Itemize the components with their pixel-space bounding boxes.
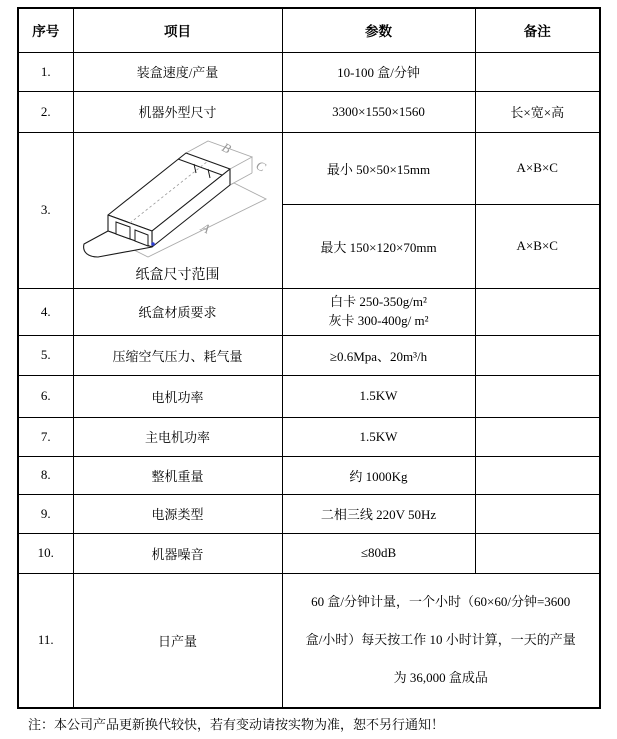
remark-cell: [475, 417, 600, 456]
param-cell: ≤80dB: [282, 533, 475, 573]
item-cell: 机器外型尺寸: [73, 91, 282, 132]
header-row: [18, 8, 600, 52]
param-line: 盒/小时）每天按工作 10 小时计算，一天的产量: [305, 632, 576, 648]
item-cell: 纸盒材质要求: [73, 288, 282, 335]
remark-cell: A×B×C: [475, 204, 600, 288]
param-cell: [282, 573, 600, 708]
param-cell: [282, 288, 475, 335]
item-cell: 机器噪音: [73, 533, 282, 573]
item-cell: 日产量: [73, 573, 282, 708]
param-cell: 10-100 盒/分钟: [282, 52, 475, 91]
table-row: [18, 335, 600, 375]
table-row: [18, 456, 600, 494]
dim-label-a: A: [198, 218, 213, 236]
remark-cell: [475, 375, 600, 417]
remark-cell: [475, 494, 600, 533]
param-cell: 1.5KW: [282, 417, 475, 456]
param-cell: 最大 150×120×70mm: [282, 204, 475, 288]
table-row: [18, 494, 600, 533]
table-row: [18, 288, 600, 335]
no-cell: 7.: [18, 417, 73, 456]
no-cell: 2.: [18, 91, 73, 132]
carton-size-cell: [73, 132, 282, 288]
param-cell: ≥0.6Mpa、20m³/h: [282, 335, 475, 375]
no-cell: 5.: [18, 335, 73, 375]
table-row: [18, 132, 600, 204]
footnote: 注：本公司产品更新换代较快，若有变动请按实物为准，恕不另行通知！: [28, 717, 445, 732]
param-line: 为 36,000 盒成品: [393, 670, 488, 686]
remark-cell: [475, 288, 600, 335]
param-line: 60 盒/分钟计量，一个小时（60×60/分钟=3600: [311, 594, 571, 610]
param-line: 灰卡 300-400g/ m²: [328, 312, 429, 328]
no-cell: 6.: [18, 375, 73, 417]
remark-cell: 长×宽×高: [475, 91, 600, 132]
carton-diagram: [80, 137, 276, 263]
remark-cell: [475, 533, 600, 573]
table-row: [18, 573, 600, 708]
no-cell: 3.: [18, 132, 73, 288]
no-cell: 9.: [18, 494, 73, 533]
remark-cell: [475, 456, 600, 494]
item-cell: 电机功率: [73, 375, 282, 417]
header-remark: 备注: [475, 8, 600, 52]
no-cell: 1.: [18, 52, 73, 91]
table-row: [18, 533, 600, 573]
param-cell: 约 1000Kg: [282, 456, 475, 494]
remark-cell: A×B×C: [475, 132, 600, 204]
spec-table: [17, 7, 601, 709]
item-cell: 装盒速度/产量: [73, 52, 282, 91]
param-cell: 3300×1550×1560: [282, 91, 475, 132]
header-param: 参数: [282, 8, 475, 52]
param-cell: 1.5KW: [282, 375, 475, 417]
param-cell: 最小 50×50×15mm: [282, 132, 475, 204]
no-cell: 8.: [18, 456, 73, 494]
item-cell: 压缩空气压力、耗气量: [73, 335, 282, 375]
dim-label-c: C: [253, 156, 268, 175]
table-row: [18, 417, 600, 456]
table-row: [18, 91, 600, 132]
item-cell: 电源类型: [73, 494, 282, 533]
remark-cell: [475, 335, 600, 375]
item-cell: 整机重量: [73, 456, 282, 494]
param-line: 白卡 250-350g/m²: [330, 293, 427, 309]
reference-dot: [151, 242, 155, 246]
no-cell: 10.: [18, 533, 73, 573]
diagram-caption: 纸盒尺寸范围: [135, 267, 220, 283]
item-cell: 主电机功率: [73, 417, 282, 456]
dim-label-b: B: [219, 138, 234, 156]
table-row: [18, 375, 600, 417]
no-cell: 4.: [18, 288, 73, 335]
header-no: 序号: [18, 8, 73, 52]
param-cell: 二相三线 220V 50Hz: [282, 494, 475, 533]
table-row: [18, 52, 600, 91]
remark-cell: [475, 52, 600, 91]
header-item: 项目: [73, 8, 282, 52]
no-cell: 11.: [18, 573, 73, 708]
